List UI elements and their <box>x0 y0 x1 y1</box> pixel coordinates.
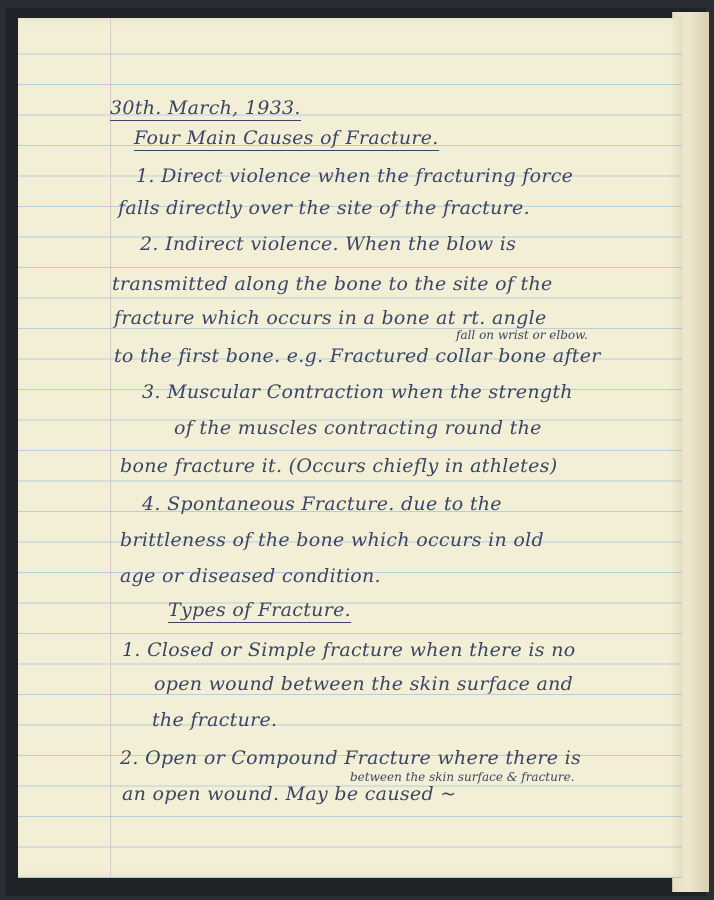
note-line-7: 3. Muscular Contraction when the strength <box>142 381 573 403</box>
insert-between-skin: between the skin surface & fracture. <box>350 770 575 784</box>
note-line-4: transmitted along the bone to the site of the <box>112 273 553 295</box>
note-line-10: 4. Spontaneous Fracture. due to the <box>142 493 502 515</box>
note-line-9: bone fracture it. (Occurs chiefly in athletes) <box>120 455 558 477</box>
note-line-8: of the muscles contracting round the <box>174 417 542 439</box>
note-line-1: 1. Direct violence when the fracturing force <box>136 165 574 187</box>
note-line-3: 2. Indirect violence. When the blow is <box>140 233 517 255</box>
types-line-3: the fracture. <box>152 709 278 731</box>
types-line-1: 1. Closed or Simple fracture when there is no <box>122 639 576 661</box>
note-line-6: to the first bone. e.g. Fractured collar bone after <box>114 345 601 367</box>
notebook-page <box>18 18 682 878</box>
types-line-5: an open wound. May be caused ~ <box>122 783 457 805</box>
causes-heading: Four Main Causes of Fracture. <box>134 127 439 149</box>
types-heading: Types of Fracture. <box>168 599 351 621</box>
note-line-5: fracture which occurs in a bone at rt. angle <box>114 307 547 329</box>
note-line-2: falls directly over the site of the fracture. <box>118 197 530 219</box>
types-line-4: 2. Open or Compound Fracture where there is <box>120 747 582 769</box>
note-line-12: age or diseased condition. <box>120 565 381 587</box>
insert-fall-on-wrist: fall on wrist or elbow. <box>456 328 588 342</box>
margin-rule <box>110 18 111 878</box>
types-line-2: open wound between the skin surface and <box>154 673 574 695</box>
note-line-11: brittleness of the bone which occurs in old <box>120 529 544 551</box>
date-heading: 30th. March, 1933. <box>110 97 301 119</box>
